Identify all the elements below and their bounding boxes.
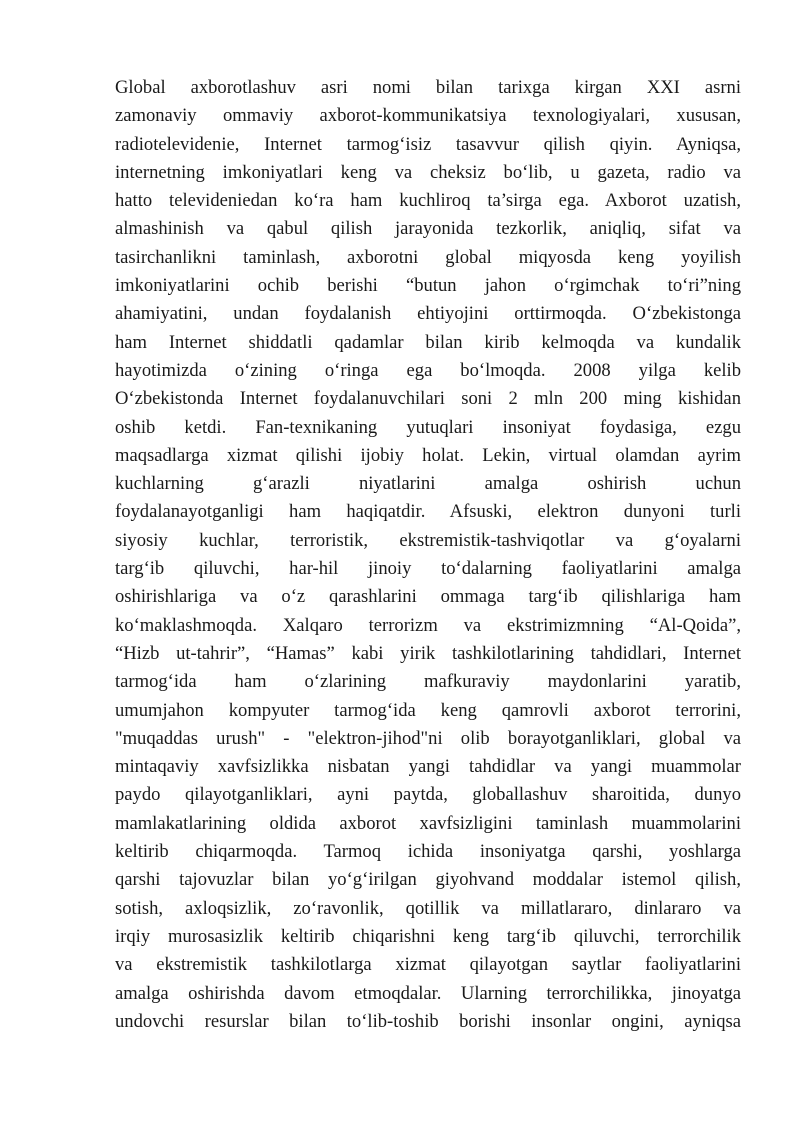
text-line: ko‘maklashmoqda. Xalqaro terrorizm va ekstrimizmning “Al-Qoida”,: [115, 614, 741, 636]
text-line: Global axborotlashuv asri nomi bilan tarixga kirgan XXI asrni: [115, 77, 741, 98]
text-line: targ‘ib qiluvchi, har-hil jinoiy to‘dalarning faoliyatlarini amalga: [115, 558, 741, 580]
text-line: kuchlarning g‘arazli niyatlarini amalga oshirish uchun: [115, 473, 741, 495]
text-line: va ekstremistik tashkilotlarga xizmat qilayotgan saytlar faoliyatlarini: [115, 954, 741, 976]
text-line: paydo qilayotganliklari, ayni paytda, globallashuv sharoitida, dunyo: [115, 784, 741, 806]
text-line: sotish, axloqsizlik, zo‘ravonlik, qotillik va millatlararo, dinlararo va: [115, 897, 741, 919]
text-line: “Hizb ut-tahrir”, “Hamas” kabi yirik tashkilotlarining tahdidlari, Internet: [115, 642, 741, 664]
text-line: ahamiyatini, undan foydalanish ehtiyojini orttirmoqda. O‘zbekistonga: [115, 303, 741, 325]
text-line: qarshi tajovuzlar bilan yo‘g‘irilgan giyohvand moddalar istemol qilish,: [115, 869, 741, 891]
text-line: hatto televideniedan ko‘ra ham kuchliroq ta’sirga ega. Axborot uzatish,: [115, 190, 741, 212]
text-line: irqiy murosasizlik keltirib chiqarishni keng targ‘ib qiluvchi, terrorchilik: [115, 925, 741, 947]
text-line: hayotimizda o‘zining o‘ringa ega bo‘lmoqda. 2008 yilga kelib: [115, 359, 741, 381]
text-line: "muqaddas urush" - "elektron-jihod"ni olib borayotganliklari, global va: [115, 727, 741, 749]
text-line: tasirchanlikni taminlash, axborotni global miqyosda keng yoyilish: [115, 246, 741, 268]
text-line: oshirishlariga va o‘z qarashlarini ommaga targ‘ib qilishlariga ham: [115, 586, 741, 608]
text-line: tarmog‘ida ham o‘zlarining mafkuraviy maydonlarini yaratib,: [115, 671, 741, 693]
text-line: foydalanayotganligi ham haqiqatdir. Afsuski, elektron dunyoni turli: [115, 501, 741, 523]
text-line: radiotelevidenie, Internet tarmog‘isiz tasavvur qilish qiyin. Ayniqsa,: [115, 133, 741, 155]
text-line: oshib ketdi. Fan-texnikaning yutuqlari insoniyat foydasiga, ezgu: [115, 416, 741, 438]
text-line: imkoniyatlarini ochib berishi “butun jahon o‘rgimchak to‘ri”ning: [115, 275, 741, 297]
text-line: mintaqaviy xavfsizlikka nisbatan yangi tahdidlar va yangi muammolar: [115, 756, 741, 778]
text-line: internetning imkoniyatlari keng va cheksiz bo‘lib, u gazeta, radio va: [115, 161, 741, 183]
text-line: mamlakatlarining oldida axborot xavfsizligini taminlash muammolarini: [115, 812, 741, 834]
body-paragraph: [115, 74, 741, 1036]
text-line: O‘zbekistonda Internet foydalanuvchilari soni 2 mln 200 ming kishidan: [115, 388, 741, 410]
text-line: maqsadlarga xizmat qilishi ijobiy holat. Lekin, virtual olamdan ayrim: [115, 444, 741, 466]
text-line: umumjahon kompyuter tarmog‘ida keng qamrovli axborot terrorini,: [115, 699, 741, 721]
text-line: almashinish va qabul qilish jarayonida tezkorlik, aniqliq, sifat va: [115, 218, 741, 240]
text-line: zamonaviy ommaviy axborot-kommunikatsiya texnologiyalari, xususan,: [115, 105, 741, 127]
text-line: undovchi resurslar bilan to‘lib-toshib borishi insonlar ongini, ayniqsa: [115, 1010, 741, 1032]
text-line: siyosiy kuchlar, terroristik, ekstremistik-tashviqotlar va g‘oyalarni: [115, 529, 741, 551]
text-line: ham Internet shiddatli qadamlar bilan kirib kelmoqda va kundalik: [115, 331, 741, 353]
text-line: amalga oshirishda davom etmoqdalar. Ularning terrorchilikka, jinoyatga: [115, 982, 741, 1004]
text-line: keltirib chiqarmoqda. Tarmoq ichida insoniyatga qarshi, yoshlarga: [115, 841, 741, 863]
